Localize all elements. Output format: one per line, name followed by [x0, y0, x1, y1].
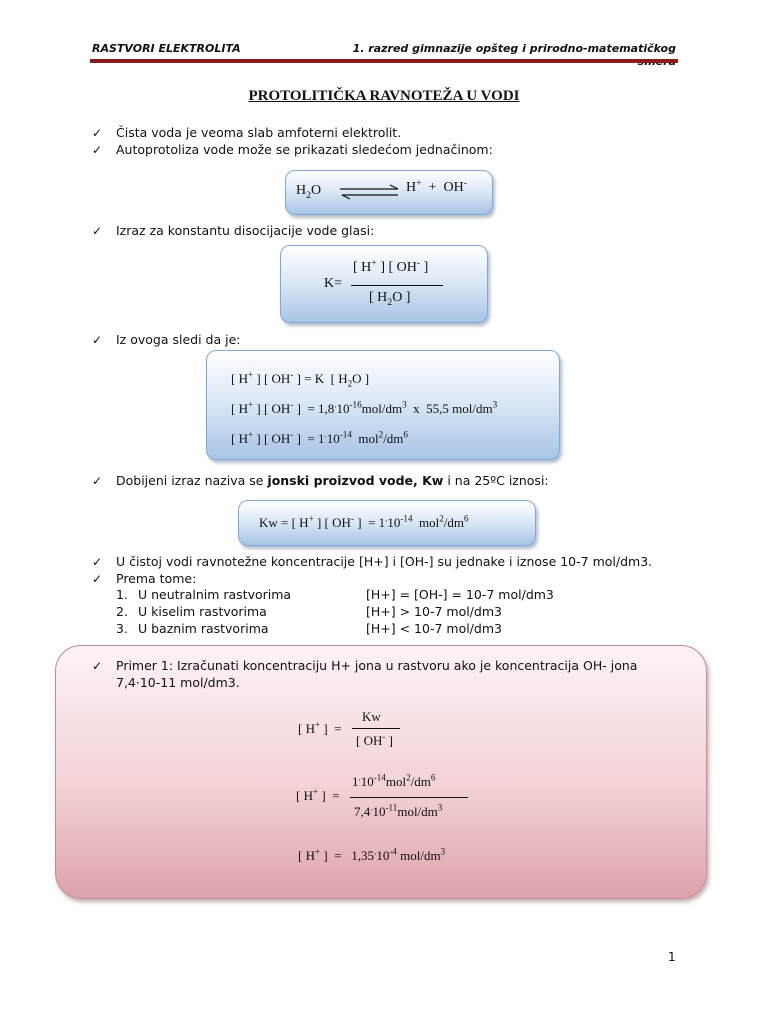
checkmark-icon: ✓ [92, 572, 103, 586]
bullet-5-tail: i na 25ºC iznosi: [443, 473, 549, 488]
checkmark-icon: ✓ [92, 555, 103, 569]
autoprotolysis-equation-box: $H_2O$ H+ + OH- [285, 170, 493, 215]
kw-box: Kw = [ H+ ] [ OH- ] = $1^.10^{-14}$ $mol^2/dm^6$ [238, 500, 536, 546]
example-line-1: ✓ Primer 1: Izračunati koncentraciju H+ jona u rastvoru ako je koncentracija OH- jona [92, 658, 638, 673]
dissociation-constant-box: K= [ H+ ] [ OH- ] [ $H_2O$ ] [280, 245, 488, 323]
bullet-6-text: U čistoj vodi ravnotežne koncentracije [H+] i [OH-] su jednake i iznose 10-7 mol/dm3. [116, 554, 653, 569]
bullet-2 [92, 141, 493, 159]
derivation-box: [ H+ ] [ OH- ] = K [ $H_2O$ ] [ H+ ] [ OH- ] = $1,8^.10^{-16}mol/dm^3$ x 55,5 mol/$dm^3$ [ H+ ] [ OH- ] = $1^.10^{-14}$ $mol^2/dm^6$ [206, 350, 560, 460]
bullet-4 [92, 331, 240, 349]
bullet-7 [92, 570, 196, 588]
header-left: RASTVORI ELEKTROLITA [92, 42, 241, 55]
bullet-4-text: Iz ovoga sledi da je: [116, 332, 241, 347]
bullet-1-text: Čista voda je veoma slab amfoterni elektrolit. [116, 125, 402, 140]
checkmark-icon: ✓ [92, 474, 103, 488]
list-item: 1. U neutralnim rastvorima [H+] = [OH-] = 10-7 mol/dm3 [116, 587, 554, 602]
equilibrium-arrows-icon [338, 184, 402, 200]
header-rule [90, 59, 678, 63]
bullet-7-text: Prema tome: [116, 571, 197, 586]
checkmark-icon: ✓ [92, 143, 103, 157]
bullet-5-text: Dobijeni izraz naziva se [116, 473, 268, 488]
bullet-3 [92, 222, 374, 240]
checkmark-icon: ✓ [92, 126, 103, 140]
page-title: PROTOLITIČKA RAVNOTEŽA U VODI [248, 88, 520, 104]
header-right: 1. razred gimnazije opšteg i prirodno-matematičkog [352, 42, 676, 55]
page-number: 1 [668, 950, 676, 964]
checkmark-icon: ✓ [92, 333, 103, 347]
list-item: 2. U kiselim rastvorima [H+] > 10-7 mol/dm3 [116, 604, 502, 619]
bullet-6 [92, 553, 652, 571]
list-item: 3. U baznim rastvorima [H+] < 10-7 mol/dm3 [116, 621, 502, 636]
bullet-1 [92, 124, 401, 142]
checkmark-icon: ✓ [92, 224, 103, 238]
bullet-2-text: Autoprotoliza vode može se prikazati sledećom jednačinom: [116, 142, 493, 157]
bullet-5 [92, 472, 549, 490]
bullet-3-text: Izraz za konstantu disocijacije vode glasi: [116, 223, 375, 238]
example-box: ✓ Primer 1: Izračunati koncentraciju H+ jona u rastvoru ako je koncentracija OH- jona 7,4·10-11 mol/dm3. [ H+ ] = Kw [ OH- ] [ H+ ] = $1^.10^{-14}mol^2/dm^6$ $7,4^.10^{-11}mol/dm^3$ [ H+ ] = $1,35^.10^{-4}$ mol/$dm^3$ [55, 645, 707, 899]
checkmark-icon: ✓ [92, 659, 103, 673]
bullet-5-bold: jonski proizvod vode, Kw [267, 473, 444, 488]
example-line-2: 7,4·10-11 mol/dm3. [116, 675, 240, 690]
